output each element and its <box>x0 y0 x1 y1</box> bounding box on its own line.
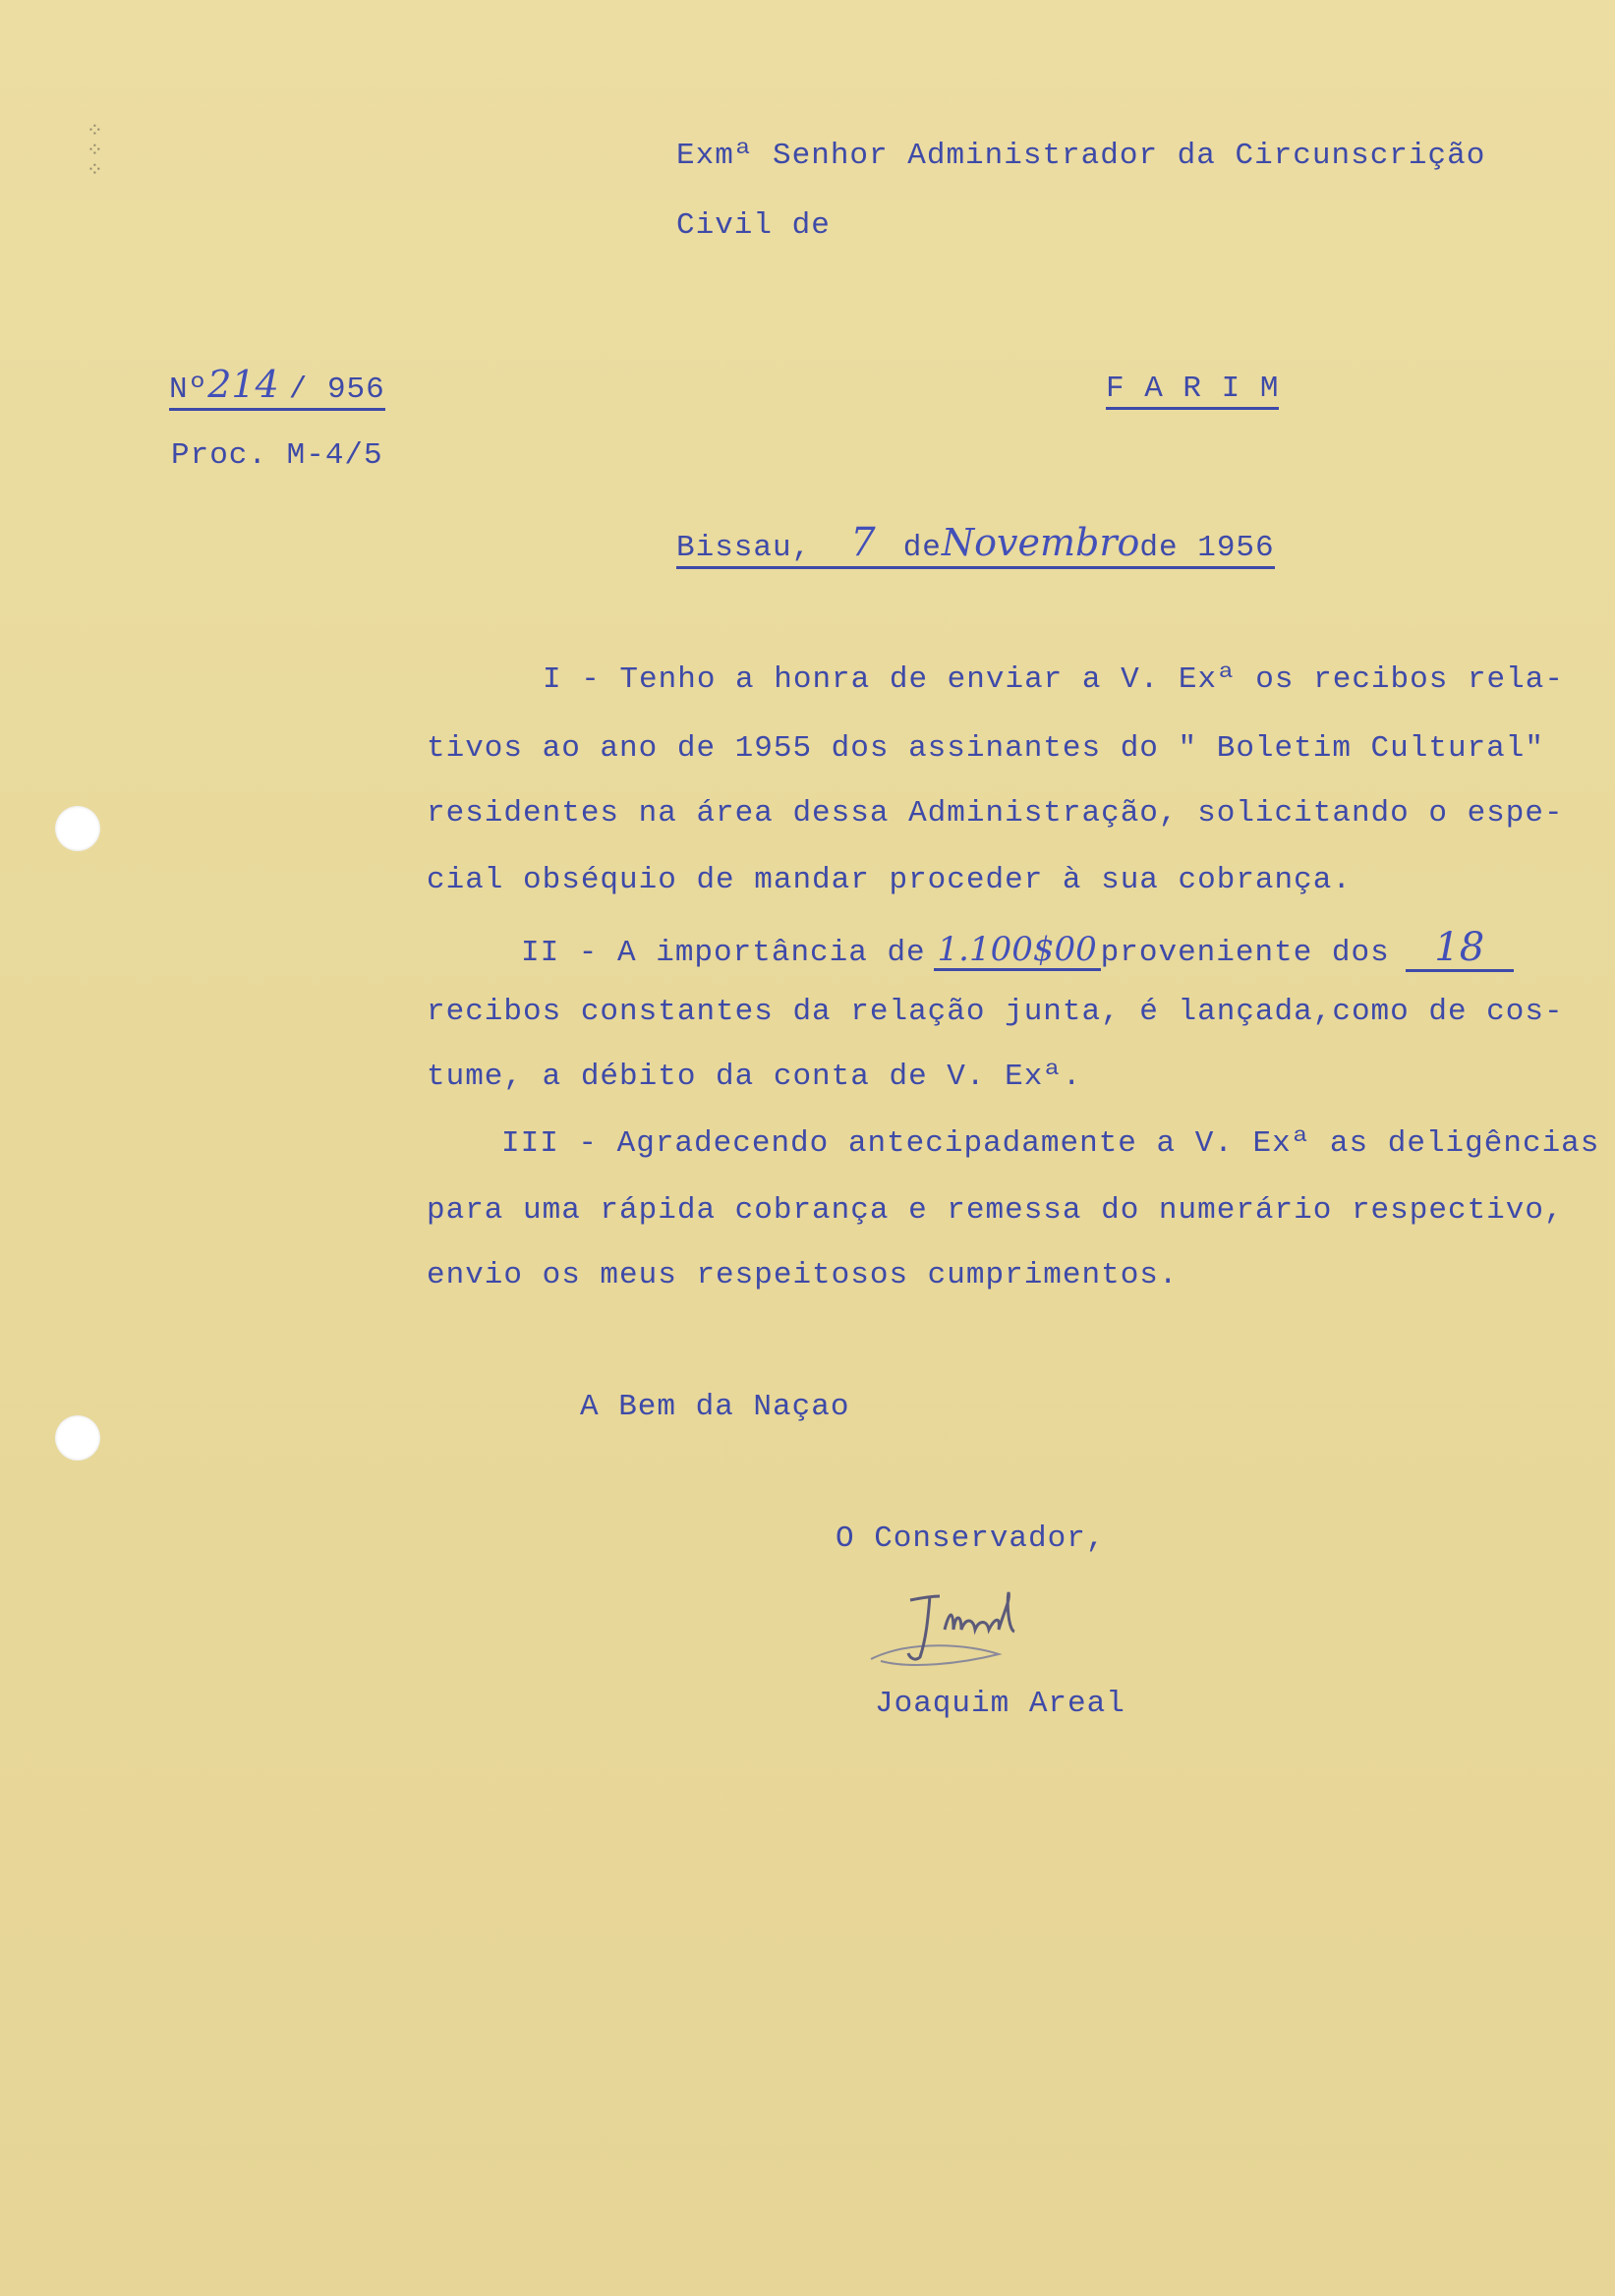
process-reference: Proc. M-4/5 <box>171 438 383 473</box>
para1-line-2: tivos ao ano de 1955 dos assinantes do " Boletim Cultural" <box>427 731 1544 766</box>
addressee-line-2: Civil de <box>676 208 831 243</box>
date-city: Bissau, <box>676 531 812 565</box>
para3-line-2: para uma rápida cobrança e remessa do numerário respectivo, <box>427 1193 1564 1228</box>
closing-salutation: A Bem da Naçao <box>580 1390 850 1424</box>
date-de: de <box>902 531 942 565</box>
para2-line-3: tume, a débito da conta de V. Exª. <box>427 1060 1082 1094</box>
reference-number <box>169 363 385 411</box>
date-year: de 1956 <box>1139 531 1275 565</box>
para3-line-1: III - Agradecendo antecipadamente a V. Exª as deligências <box>501 1126 1600 1161</box>
receipts-count-handwritten: 18 <box>1406 928 1514 972</box>
destination: F A R I M <box>1106 373 1279 410</box>
signatory-name: Joaquim Areal <box>875 1687 1125 1721</box>
para1-line-1: I - Tenho a honra de enviar a V. Exª os recibos rela- <box>543 662 1564 697</box>
para2-start: II - A importância de <box>521 936 926 970</box>
reference-handwritten-number: 214 <box>207 363 279 406</box>
date-month-handwritten: Novembro <box>941 521 1140 564</box>
para2-line-2: recibos constantes da relação junta, é lançada,como de cos- <box>427 995 1564 1029</box>
signatory-title: O Conservador, <box>836 1521 1106 1556</box>
para1-line-4: cial obséquio de mandar proceder à sua cobrança. <box>427 863 1352 897</box>
date-line <box>676 520 1275 569</box>
date-day-handwritten: 7 <box>850 520 876 565</box>
addressee-line-1: Exmª Senhor Administrador da Circunscrição <box>676 139 1486 173</box>
reference-year: / 956 <box>288 373 385 407</box>
punch-hole-bottom <box>55 1415 100 1461</box>
margin-smudge: ⁘ ⁘ ⁘ <box>87 121 103 183</box>
para3-line-3: envio os meus respeitosos cumprimentos. <box>427 1258 1179 1292</box>
amount-handwritten: 1.100$00 <box>934 933 1101 971</box>
para2-mid: proveniente dos <box>1100 936 1390 970</box>
punch-hole-top <box>55 806 100 851</box>
para1-line-3: residentes na área dessa Administração, solicitando o espe- <box>427 796 1564 831</box>
handwritten-signature <box>851 1571 1087 1679</box>
para2-line-1 <box>521 925 1514 972</box>
reference-prefix: Nº <box>169 373 208 407</box>
